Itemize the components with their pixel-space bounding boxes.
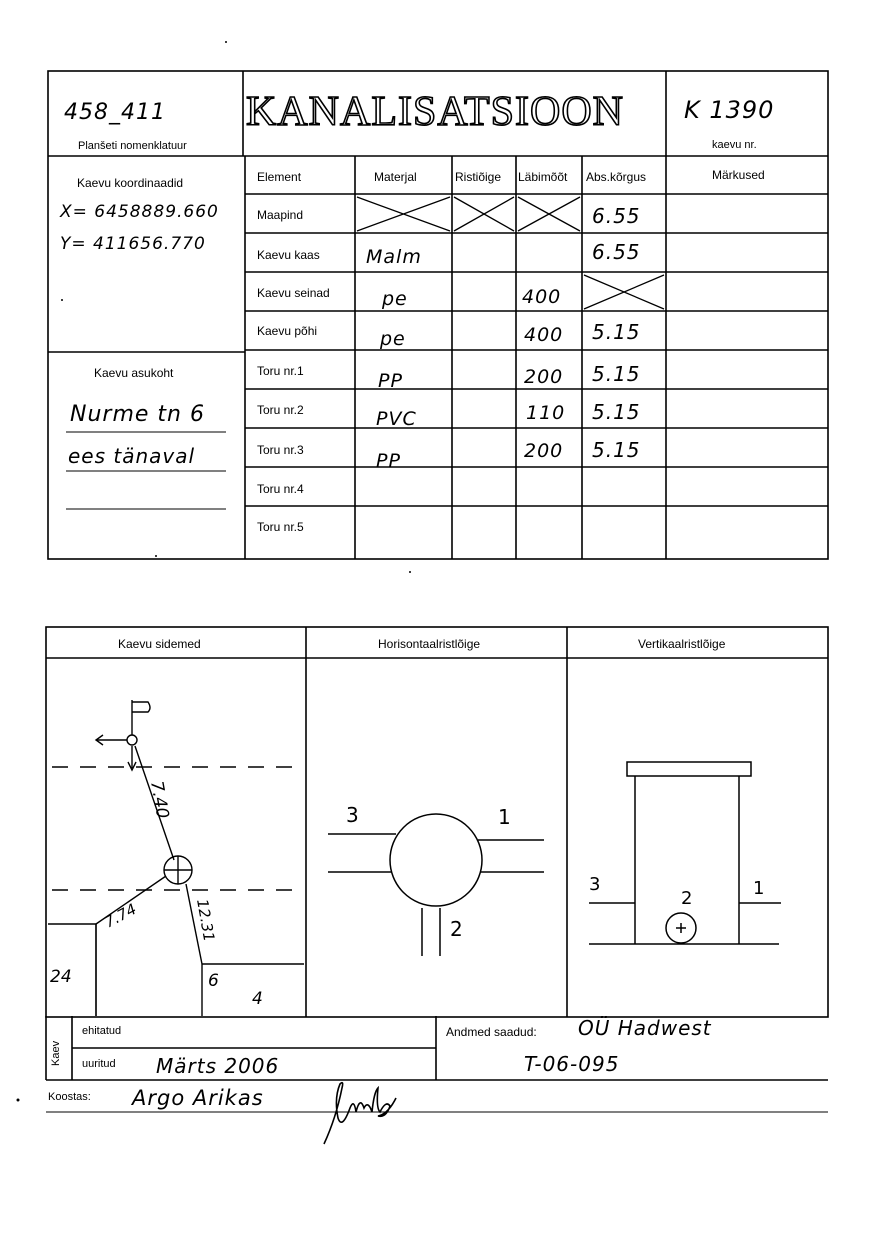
row-material: PP [378,370,403,392]
row-abs-height: 6.55 [592,204,641,228]
tie-distance-1: 7.40 [146,779,173,821]
tie-distance-3: 12.31 [193,897,219,943]
vertical-section-title: Vertikaalristlõige [638,637,726,651]
row-material: Malm [366,246,422,268]
compiled-by-value: Argo Arikas [132,1086,264,1110]
form-title: KANALISATSIOON [246,89,624,135]
row-material: PP [376,450,401,472]
row-element: Toru nr.2 [257,403,304,417]
surveyed-value: Märts 2006 [156,1054,280,1078]
surveyed-label: uuritud [82,1058,116,1070]
location-label: Kaevu asukoht [94,366,174,380]
data-source-label: Andmed saadud: [446,1025,537,1039]
compiled-by-label: Koostas: [48,1091,91,1103]
row-abs-height: 5.15 [592,320,641,344]
row-material: pe [382,288,408,310]
row-abs-height: 5.15 [592,400,641,424]
row-abs-height: 5.15 [592,438,641,462]
pipe-label-1: 1 [498,805,511,829]
well-label: Kaev [50,1040,62,1066]
row-element: Maapind [257,208,304,222]
row-abs-height: 6.55 [592,240,641,264]
row-diameter: 200 [524,366,564,388]
row-diameter: 200 [524,440,564,462]
sheet-number: 458_411 [64,100,166,125]
sheet-label: Planšeti nomenklatuur [78,140,187,152]
col-header-diameter: Läbimõõt [518,170,568,184]
row-element: Toru nr.3 [257,443,304,457]
col-header-cross-section: Ristiõige [455,170,502,184]
row-element: Toru nr.5 [257,520,304,534]
data-source-value: OÜ Hadwest [578,1016,712,1040]
lot-label-4: 4 [252,989,263,1009]
pipe-label-2: 2 [450,917,463,941]
coordinate-x: X= 6458889.660 [60,202,219,222]
row-diameter: 400 [524,324,564,346]
row-element: Kaevu kaas [257,248,320,262]
row-abs-height: 5.15 [592,362,641,386]
row-material: pe [380,328,406,350]
row-element: Toru nr.1 [257,364,304,378]
ties-title: Kaevu sidemed [118,637,201,651]
pipe-label-1: 1 [753,878,765,899]
row-material: PVC [376,408,417,430]
lot-label-24: 24 [50,967,72,987]
pipe-label-2: 2 [681,888,693,909]
col-header-material: Materjal [374,170,417,184]
row-element: Toru nr.4 [257,482,304,496]
coordinate-y: Y= 411656.770 [60,234,206,254]
location-line-1: Nurme tn 6 [70,402,205,427]
pipe-label-3: 3 [589,874,601,895]
horizontal-section-title: Horisontaalristlõige [378,637,481,651]
col-header-abs-height: Abs.kõrgus [586,170,647,184]
pipe-label-3: 3 [346,803,359,827]
well-number: K 1390 [684,96,775,124]
row-element: Kaevu põhi [257,324,318,338]
location-line-2: ees tänaval [68,444,196,468]
row-diameter: 110 [526,402,566,424]
row-element: Kaevu seinad [257,286,330,300]
coordinates-label: Kaevu koordinaadid [77,176,184,190]
built-label: ehitatud [82,1025,122,1037]
col-header-element: Element [257,170,302,184]
data-source-code: T-06-095 [524,1052,620,1076]
row-diameter: 400 [522,286,562,308]
tie-distance-2: 7.74 [101,899,140,932]
lot-label-6: 6 [208,971,219,991]
well-number-label: kaevu nr. [712,139,757,151]
col-header-notes: Märkused [712,168,765,182]
